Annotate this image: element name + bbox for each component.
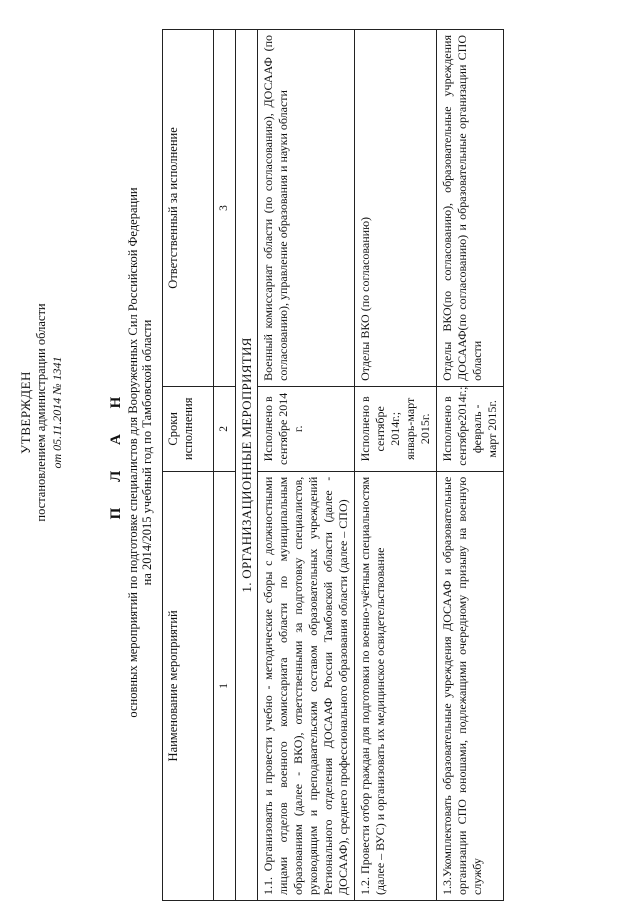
- document-subtitle-line-2: на 2014/2015 учебный год по Тамбовской области: [140, 319, 154, 586]
- deadline-cell: Исполнено в сентябре 2014 г.: [258, 386, 355, 471]
- deadline-cell: Исполнено в сентябре 2014г.; январь-март 2015г.: [355, 386, 437, 471]
- approved-label: УТВЕРЖДЕН: [18, 371, 33, 454]
- approval-date-number: от 05.11.2014 № 1341: [50, 356, 64, 469]
- responsible-cell: Военный комиссариат области (по согласованию), ДОСААФ (по согласованию), управление образования и науки области: [258, 30, 355, 387]
- table-row: [258, 30, 355, 901]
- responsible-cell: Отделы ВКО(по согласованию), образовательные учреждения ДОСААФ(по согласованию) и образовательные организации СПО области: [437, 30, 504, 387]
- table-row: [437, 30, 504, 901]
- header-activity: Наименование мероприятий: [163, 471, 214, 900]
- column-number: 1: [214, 471, 236, 900]
- document-subtitle-line-1: основных мероприятий по подготовке специалистов для Вооруженных Сил Российской Федерации: [126, 187, 140, 718]
- table-row: [355, 30, 437, 901]
- table-header-row: [163, 30, 214, 901]
- document-title: П Л А Н: [108, 385, 124, 520]
- column-number-row: [214, 30, 236, 901]
- activity-cell: 1.3.Укомплектовать образовательные учреждения ДОСААФ и образовательные организации СПО юношами, подлежащими очередному призыву на военную службу: [437, 471, 504, 900]
- section-row: [236, 30, 258, 901]
- section-title: 1. ОРГАНИЗАЦИОННЫЕ МЕРОПРИЯТИЯ: [236, 30, 258, 901]
- header-deadline: Сроки исполнения: [163, 386, 214, 471]
- approved-by-text: постановлением администрации области: [34, 303, 48, 522]
- column-number: 3: [214, 30, 236, 387]
- activity-cell: 1.2. Провести отбор граждан для подготовки по военно-учётным специальностям (далее – ВУС) и организовать их медицинское освидетельствование: [355, 471, 437, 900]
- column-number: 2: [214, 386, 236, 471]
- activity-cell: 1.1. Организовать и провести учебно - методические сборы с должностными лицами отделов военного комиссариата области по муниципальным образованиям (далее - ВКО), ответственными за подготовку специалистов, руководящим и преподавательским составом образовательных учреждений Регионального отделения ДОСААФ России Тамбовской области (далее - ДОСААФ), среднего профессионального образования области (далее – СПО): [258, 471, 355, 900]
- responsible-cell: Отделы ВКО (по согласованию): [355, 30, 437, 387]
- deadline-cell: Исполнено в сентябре2014г.; февраль - март 2015г.: [437, 386, 504, 471]
- plan-table: [162, 29, 504, 901]
- header-responsible: Ответственный за исполнение: [163, 30, 214, 387]
